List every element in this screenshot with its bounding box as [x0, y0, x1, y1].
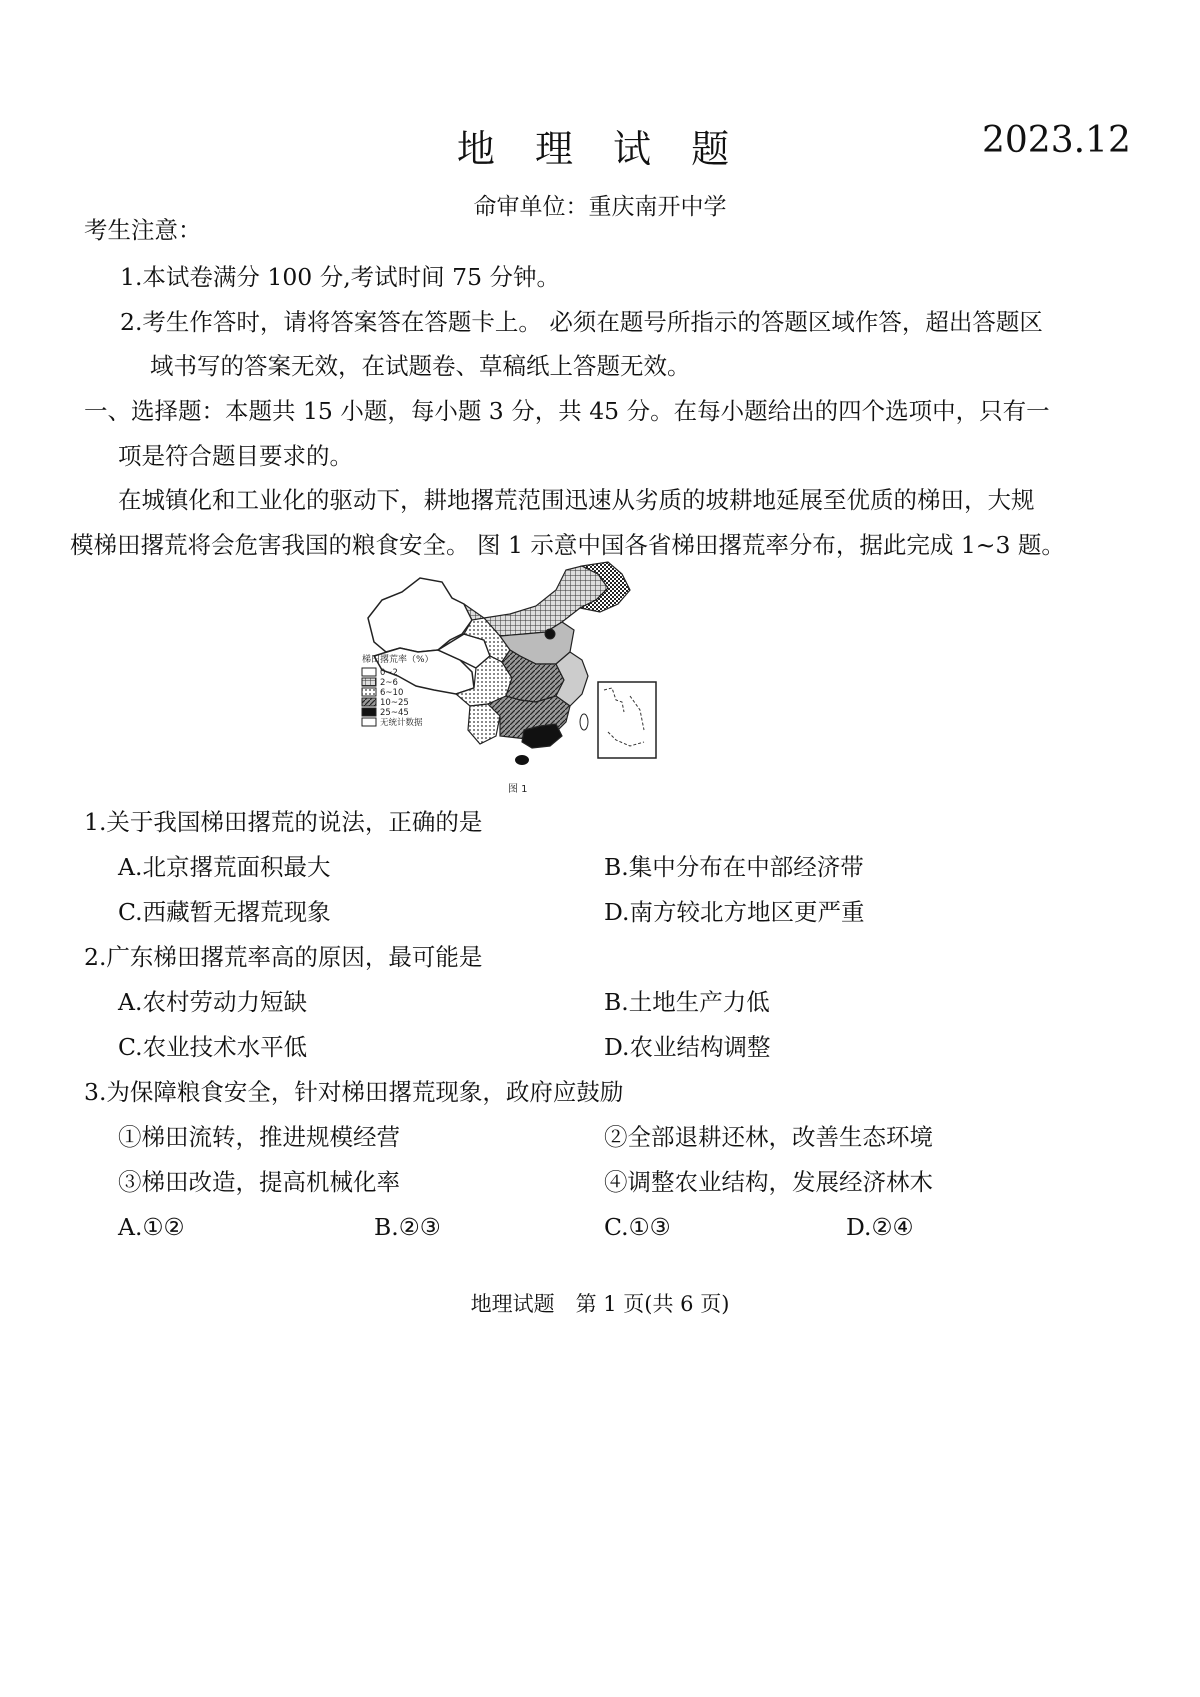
- q3-statement-3: ③梯田改造，提高机械化率: [118, 1168, 400, 1196]
- section-instruction-line-1: 一、选择题：本题共 15 小题，每小题 3 分，共 45 分。在每小题给出的四个选项中，只有一: [84, 397, 1050, 425]
- q3-statement-4: ④调整农业结构，发展经济林木: [604, 1168, 933, 1196]
- map-region-beijing: [545, 629, 555, 639]
- map-region-hainan: [515, 755, 529, 765]
- figure-1-map: [360, 560, 680, 800]
- q1-option-d[interactable]: D.南方较北方地区更严重: [604, 898, 865, 926]
- legend-label-3: 6~10: [380, 688, 404, 698]
- passage-line-1: 在城镇化和工业化的驱动下，耕地撂荒范围迅速从劣质的坡耕地延展至优质的梯田，大规: [118, 486, 1035, 514]
- passage-line-2: 模梯田撂荒将会危害我国的粮食安全。 图 1 示意中国各省梯田撂荒率分布，据此完成 1~3 题。: [70, 531, 1065, 559]
- notice-item-1: 1.本试卷满分 100 分,考试时间 75 分钟。: [120, 263, 561, 291]
- legend-swatch-4: [362, 698, 376, 706]
- legend-swatch-3: [362, 688, 376, 696]
- legend-swatch-6: [362, 718, 376, 726]
- q2-option-c[interactable]: C.农业技术水平低: [118, 1033, 308, 1061]
- q3-statement-2: ②全部退耕还林，改善生态环境: [604, 1123, 933, 1151]
- q3-option-b[interactable]: B.②③: [374, 1213, 441, 1241]
- legend-label-4: 10~25: [380, 698, 409, 708]
- legend-label-2: 2~6: [380, 678, 398, 688]
- page-footer: 地理试题 第 1 页(共 6 页): [470, 1292, 730, 1316]
- exam-setter: 命审单位：重庆南开中学: [473, 194, 727, 220]
- q3-option-c[interactable]: C.①③: [604, 1213, 671, 1241]
- figure-caption: 图 1: [508, 784, 528, 795]
- notice-item-2-line-1: 2.考生作答时，请将答案答在答题卡上。 必须在题号所指示的答题区域作答，超出答题区: [120, 308, 1043, 336]
- section-instruction-line-2: 项是符合题目要求的。: [118, 442, 353, 470]
- legend-label-1: 0~2: [380, 668, 398, 678]
- q3-option-d[interactable]: D.②④: [846, 1213, 914, 1241]
- q1-option-c[interactable]: C.西藏暂无撂荒现象: [118, 898, 331, 926]
- notice-heading: 考生注意：: [84, 216, 202, 244]
- exam-date: 2023.12: [982, 120, 1131, 161]
- q1-option-b[interactable]: B.集中分布在中部经济带: [604, 853, 864, 881]
- map-inset-south-china-sea: [598, 682, 656, 758]
- q2-option-d[interactable]: D.农业结构调整: [604, 1033, 771, 1061]
- question-3-stem: 3.为保障粮食安全，针对梯田撂荒现象，政府应鼓励: [84, 1078, 624, 1106]
- legend-label-6: 无统计数据: [380, 718, 423, 728]
- q2-option-a[interactable]: A.农村劳动力短缺: [118, 988, 307, 1016]
- question-2-stem: 2.广东梯田撂荒率高的原因，最可能是: [84, 943, 483, 971]
- q1-option-a[interactable]: A.北京撂荒面积最大: [118, 853, 331, 881]
- legend-label-5: 25~45: [380, 708, 409, 718]
- exam-title: 地 理 试 题: [456, 127, 744, 171]
- map-legend-title: 梯田撂荒率（%）: [362, 655, 434, 665]
- legend-swatch-5: [362, 708, 376, 716]
- notice-item-2-line-2: 域书写的答案无效，在试题卷、草稿纸上答题无效。: [150, 352, 691, 380]
- map-region-taiwan: [580, 714, 588, 730]
- q3-statement-1: ①梯田流转，推进规模经营: [118, 1123, 400, 1151]
- legend-swatch-1: [362, 668, 376, 676]
- q2-option-b[interactable]: B.土地生产力低: [604, 988, 770, 1016]
- legend-swatch-2: [362, 678, 376, 686]
- q3-option-a[interactable]: A.①②: [118, 1213, 185, 1241]
- question-1-stem: 1.关于我国梯田撂荒的说法，正确的是: [84, 808, 483, 836]
